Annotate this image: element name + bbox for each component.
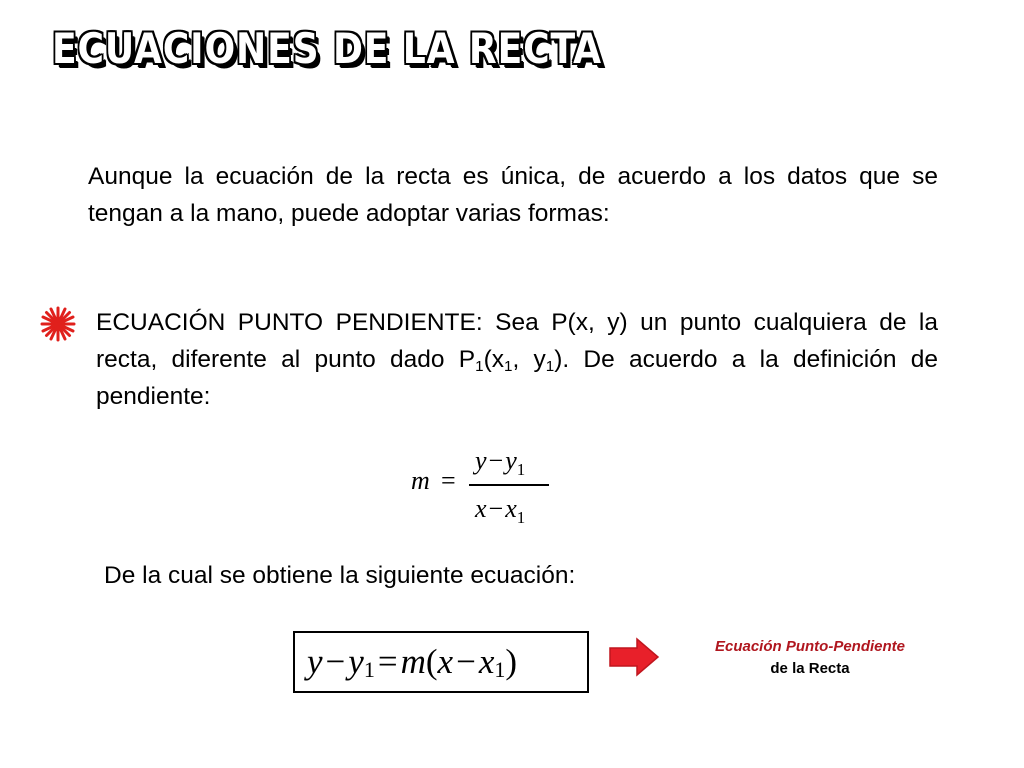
- num-y1: y: [505, 446, 517, 475]
- formula-equals: =: [441, 466, 456, 495]
- caption-line-2: de la Recta: [770, 660, 850, 677]
- section-text-2: (x: [483, 346, 504, 373]
- equation-caption: [670, 636, 950, 680]
- eq-x: x: [437, 642, 454, 681]
- eq-close-paren: ): [505, 642, 518, 681]
- eq-sub-2: 1: [494, 657, 506, 682]
- den-sub: 1: [516, 508, 526, 527]
- slope-formula: [405, 442, 585, 532]
- den-x1: x: [505, 494, 517, 523]
- section-text-1: Sea P(x, y) un punto cualquiera de la recta, diferente al punto dado P: [96, 309, 938, 373]
- right-arrow-icon: [609, 637, 659, 677]
- den-minus: −: [488, 494, 504, 523]
- point-slope-equation-box: [293, 631, 589, 693]
- subscript-2: 1: [503, 357, 513, 375]
- fraction-bar: [469, 484, 549, 486]
- subscript-3: 1: [545, 357, 555, 375]
- caption-line-1: Ecuación Punto-Pendiente: [714, 638, 906, 655]
- section-text-3: , y: [512, 346, 546, 373]
- eq-y: y: [307, 642, 323, 681]
- num-sub: 1: [516, 460, 526, 479]
- point-slope-paragraph: [96, 304, 938, 415]
- subscript-1: 1: [475, 357, 484, 375]
- eq-minus-1: −: [325, 642, 346, 681]
- formula-m: m: [411, 466, 430, 495]
- eq-x1: x: [478, 642, 495, 681]
- num-y: y: [475, 446, 487, 475]
- slide-title: ECUACIONES DE LA RECTA: [52, 24, 602, 73]
- formula-numerator: [475, 446, 526, 479]
- section-heading: ECUACIÓN PUNTO PENDIENTE:: [96, 309, 483, 336]
- eq-sub-1: 1: [363, 657, 375, 682]
- formula-denominator: [475, 494, 526, 527]
- eq-open-paren: (: [425, 642, 438, 681]
- eq-equals: =: [377, 642, 398, 681]
- eq-m: m: [400, 642, 426, 681]
- intro-paragraph: Aunque la ecuación de la recta es única, de acuerdo a los datos que se tengan a la mano, puede adoptar varias formas:: [88, 163, 938, 227]
- starburst-icon: [38, 304, 78, 344]
- derivation-text: De la cual se obtiene la siguiente ecuación:: [104, 562, 576, 589]
- num-minus: −: [488, 446, 504, 475]
- eq-minus-2: −: [456, 642, 476, 681]
- eq-y1: y: [348, 642, 364, 681]
- section-text-4: ). De acuerdo a la definición de pendiente:: [96, 346, 938, 410]
- den-x: x: [475, 494, 487, 523]
